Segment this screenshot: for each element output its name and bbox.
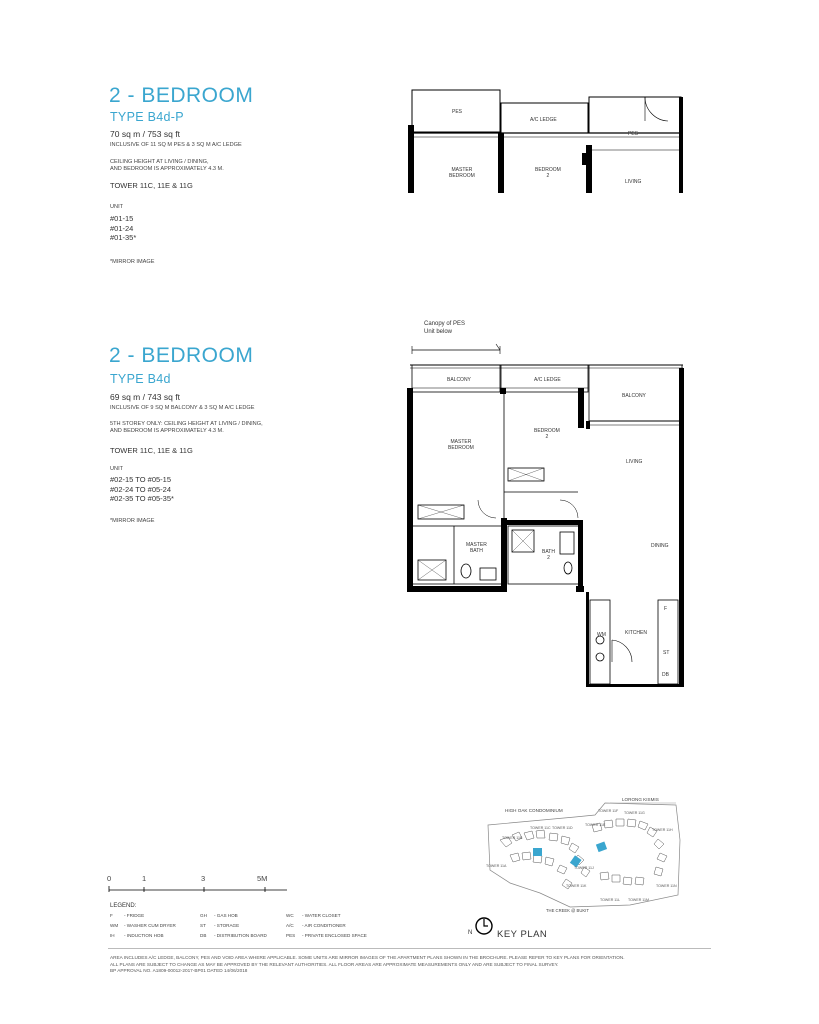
plan-b-master-bedroom-label: MASTER BEDROOM [448,439,474,451]
unit-a-unit-list [110,214,136,243]
footer-disclaimer [110,955,710,975]
scale-bar [107,874,292,894]
footer-line-1: AREA INCLUDES A/C LEDGE, BALCONY, PES AND VOID AREA WHERE APPLICABLE. SOME UNITS ARE MIRROR IMAGES OF THE APARTMENT PLANS SHOWN IN THE BROCHURE. PLEASE REFER TO KEY PLANS FOR ORIENTATION. [110,955,625,960]
plan-b-wall-bottom-right [586,684,684,687]
unit-b-unit-list [110,475,174,504]
key-plan-tower-label: TOWER 11K [566,884,587,888]
unit-a-unit-item: #01-15 [110,214,134,223]
plan-a-wall-left [408,125,414,193]
unit-a-type: TYPE B4d-P [110,110,184,124]
unit-a-title: 2 - BEDROOM [109,84,254,107]
key-plan-tower-label: TOWER 11C [530,826,551,830]
legend-key: DB [200,933,207,938]
plan-a-living-label: LIVING [625,179,642,185]
key-plan-title: KEY PLAN [497,929,548,940]
legend-value: - INDUCTION HOB [124,933,164,938]
unit-a-area: 70 sq m / 753 sq ft [110,129,180,139]
plan-b-wall-bed2-right [578,388,584,428]
unit-b-inclusive: INCLUSIVE OF 9 SQ M BALCONY & 3 SQ M A/C LEDGE [110,405,255,411]
key-plan-tower-label: TOWER 11D [552,826,573,830]
key-plan-tower-label: TOWER 11F [598,809,619,813]
legend-key: GH [200,913,207,918]
legend-key: PES [286,933,296,938]
footer-line-3: BP APPROVAL NO. A1809-00012-2017-BP01 DATED 14/06/2018 [110,968,248,973]
legend-item [286,933,367,938]
unit-b-unit-item: #02-15 TO #05-15 [110,475,172,484]
plan-a-ac-ledge-label: A/C LEDGE [530,117,557,123]
legend-item [200,923,239,928]
unit-a-ceiling-line-2: AND BEDROOM IS APPROXIMATELY 4.3 M. [110,166,224,172]
north-arrow-icon [475,917,493,935]
plan-a-master-bedroom-label: MASTER BEDROOM [449,167,475,179]
unit-a-unit-item: #01-35* [110,233,137,242]
key-plan-highlight-3 [596,842,607,853]
legend-key: IH [110,933,115,938]
canopy-note-line-1: Canopy of PES [424,321,466,327]
legend-key: F [110,913,113,918]
key-plan-tower-label: TOWER 11B [502,836,523,840]
plan-b-wall-bath2-right [578,520,583,592]
plan-b-kitchen-counter [590,600,610,684]
key-plan-creek-label: THE CREEK @ BUKIT [546,908,589,913]
plan-b-wall-bath-top [501,520,581,525]
plan-b-fridge-label: F [664,606,668,612]
plan-a-pes-left-label: PES [452,109,463,115]
unit-a-floor-plan [400,85,690,197]
plan-b-wall-outer-right [679,368,684,686]
unit-b-ceiling-line-2: AND BEDROOM IS APPROXIMATELY 4.3 M. [110,428,224,434]
plan-a-wall-outer [679,97,683,193]
unit-a-ceiling-line-1: CEILING HEIGHT AT LIVING / DINING, [110,159,209,165]
unit-a-tower: TOWER 11C, 11E & 11G [110,181,193,190]
plan-b-ac-ledge-label: A/C LEDGE [534,377,561,383]
unit-a-mirror-note: *MIRROR IMAGE [110,259,155,265]
scale-label-5m: 5M [257,874,268,883]
plan-b-bedroom2-label: BEDROOM 2 [534,428,560,440]
legend-item [286,913,341,918]
legend-item [200,913,238,918]
plan-b-wall-bottom-left [407,586,507,592]
legend-item [200,933,267,938]
unit-a-unit-item: #01-24 [110,223,134,233]
plan-b-kitchen-door-arc [612,640,632,662]
unit-a-inclusive: INCLUSIVE OF 11 SQ M PES & 3 SQ M A/C LEDGE [110,142,242,148]
plan-a-bedroom2-label: BEDROOM 2 [535,167,561,179]
canopy-note-line-2: Unit below [424,329,453,335]
key-plan-tower-label: TOWER 11E [585,823,606,827]
unit-b-unit-heading: UNIT [110,466,124,472]
plan-b-wall-bath-divider [501,518,507,592]
plan-b-wall-left [407,388,413,592]
key-plan-highlight-1 [533,848,542,856]
plan-a-wall-right [586,145,592,193]
plan-b-master-bath-area [412,526,504,584]
key-plan-tower-label: TOWER 11G [624,811,645,815]
unit-b-unit-item: #02-24 TO #05-24 [110,484,172,494]
legend-value: - FRIDGE [124,913,145,918]
plan-b-db-label: DB [662,672,669,678]
legend-value: - PRIVATE ENCLOSED SPACE [302,933,367,938]
unit-b-type: TYPE B4d [110,372,171,386]
plan-a-wall-mid [498,133,504,193]
unit-b-title: 2 - BEDROOM [109,344,254,367]
plan-b-dining-label: DINING [651,543,669,549]
key-plan-lorong-label: LORONG KISMIS [622,797,659,802]
key-plan-tower-label: TOWER 11A [486,864,507,868]
unit-b-ceiling-line-1: 5TH STOREY ONLY: CEILING HEIGHT AT LIVING / DINING, [110,421,263,427]
unit-b-tower: TOWER 11C, 11E & 11G [110,446,193,455]
key-plan-north-letter: N [468,930,473,936]
legend-item [110,913,144,918]
legend-item [110,923,176,928]
key-plan-tower-label: TOWER 11L [600,898,621,902]
legend-key: ST [200,923,206,928]
scale-label-3: 3 [201,874,206,883]
legend-value: - GAS HOB [214,913,238,918]
plan-b-balcony-right-label: BALCONY [622,393,646,399]
plan-b-bath2-label: BATH 2 [542,549,555,561]
key-plan-tower-label: TOWER 11H [652,828,673,832]
key-plan-map [480,795,692,920]
plan-b-storage-label: ST [663,650,670,656]
key-plan-tower-label: TOWER 11J [574,866,594,870]
legend-item [110,933,164,938]
plan-b-kitchen-label: KITCHEN [625,630,647,636]
key-plan-high-oak-label: HIGH OAK CONDOMINIUM [505,808,563,813]
legend-key: WM [110,923,119,928]
key-plan-tower-label: TOWER 11N [656,884,677,888]
unit-b-mirror-note: *MIRROR IMAGE [110,518,155,524]
scale-bar-line [107,886,292,894]
plan-b-balcony-left-label: BALCONY [447,377,471,383]
legend-value: - WATER CLOSET [302,913,341,918]
plan-b-living-label: LIVING [626,459,643,465]
unit-a-unit-heading: UNIT [110,204,124,210]
plan-a-pes-right-label: PES [628,131,639,137]
unit-b-floor-plan [400,310,695,695]
plan-b-master-bath-label: MASTER BATH [466,542,487,554]
legend-key: WC [286,913,294,918]
plan-b-wm-label: WM [597,632,606,638]
scale-label-0: 0 [107,874,112,883]
scale-label-1: 1 [142,874,147,883]
legend-value: - STORAGE [214,923,240,928]
key-plan-tower-label: TOWER 11M [628,898,650,902]
legend-value: - AIR CONDITIONER [302,923,346,928]
legend-value: - DISTRIBUTION BOARD [214,933,267,938]
legend-value: - WASHER CUM DRYER [124,923,176,928]
legend-heading: LEGEND: [110,903,137,909]
legend-key: A/C [286,923,294,928]
unit-b-unit-item: #02-35 TO #05-35* [110,494,174,503]
footer-line-2: ALL PLANS ARE SUBJECT TO CHANGE AS MAY BE APPROVED BY THE RELEVANT AUTHORITIES. ALL FLOOR AREAS ARE APPROXIMATE MEASUREMENTS ONLY AND ARE SUBJECT TO FINAL SURVEY. [110,961,559,967]
unit-b-area: 69 sq m / 743 sq ft [110,392,180,402]
plan-a-pes-right-area [589,97,681,133]
plan-a-door-arc [645,97,668,121]
footer-divider [108,948,711,949]
legend-item [286,923,346,928]
